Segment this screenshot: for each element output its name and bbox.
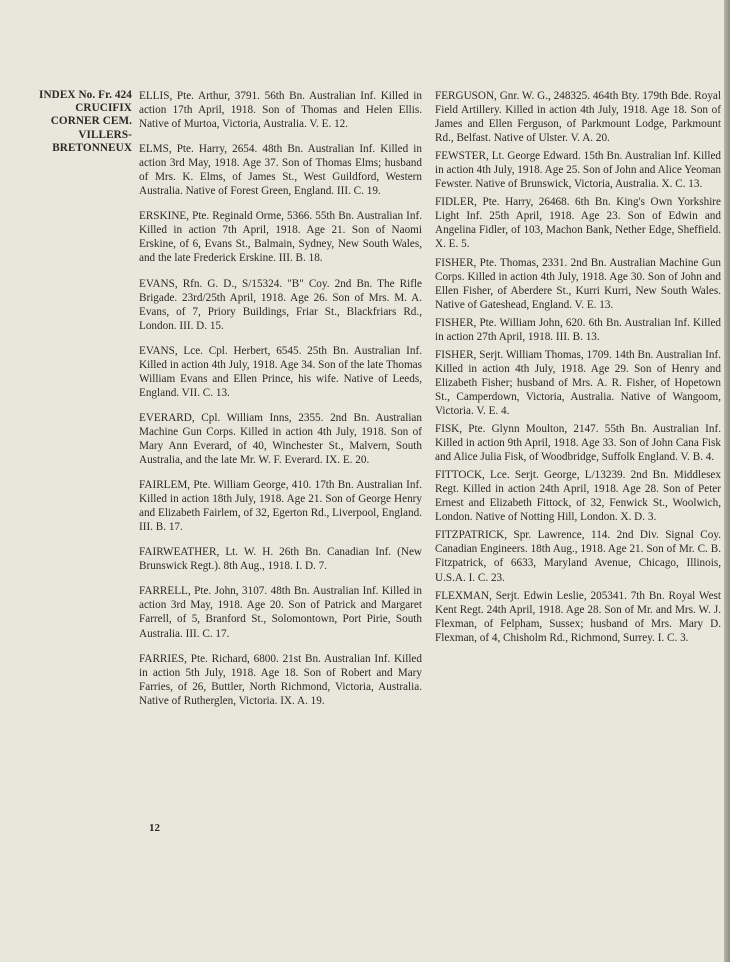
casualty-entry: ELLIS, Pte. Arthur, 3791. 56th Bn. Australian Inf. Killed in action 17th April, 1918. Son of Thomas and Helen Ellis. Native of Murtoa, Victoria, Australia. V. E. 12.	[139, 90, 422, 131]
cemetery-name-line-1: CRUCIFIX	[75, 102, 132, 115]
casualty-entry: FISHER, Pte. Thomas, 2331. 2nd Bn. Australian Machine Gun Corps. Killed in action 4th July, 1918. Age 30. Son of John and Ellen Fisher, of Aberdere St., Kurri Kurri, New South Wales. Native of Gateshead, England. V. E. 13.	[435, 256, 721, 311]
casualty-entry: EVERARD, Cpl. William Inns, 2355. 2nd Bn. Australian Machine Gun Corps. Killed in action 4th July, 1918. Son of Mary Ann Everard, of 40, Winchester St., Malvern, South Australia, and the late Mr. W. F. Everard. IX. E. 20.	[139, 411, 422, 467]
left-column	[139, 89, 422, 719]
casualty-entry: FLEXMAN, Serjt. Edwin Leslie, 205341. 7th Bn. Royal West Kent Regt. 24th April, 1918. Age 28. Son of Mr. and Mrs. W. J. Flexman, of Felpham, Sussex; husband of Mrs. Mary D. Flexman, of 4, Chisholm Rd., Richmond, Surrey. I. C. 3.	[435, 589, 721, 644]
cemetery-location-line-1: VILLERS-	[78, 128, 132, 141]
casualty-entry: FISK, Pte. Glynn Moulton, 2147. 55th Bn. Australian Inf. Killed in action 9th April, 1918. Age 33. Son of John Cana Fisk and Alice Julia Fisk, of Woodbridge, Suffolk England. V. B. 4.	[435, 423, 721, 464]
right-column	[435, 89, 721, 649]
casualty-entry: FARRIES, Pte. Richard, 6800. 21st Bn. Australian Inf. Killed in action 5th July, 1918. Age 18. Son of Robert and Mary Farries, of 26, Buttler, North Richmond, Victoria, Australia. Native of Rutherglen, Victoria. IX. A. 19.	[139, 652, 422, 707]
casualty-entry: FAIRLEM, Pte. William George, 410. 17th Bn. Australian Inf. Killed in action 18th July, 1918. Age 21. Son of George Henry and Elizabeth Fairlem, of 32, Egerton Rd., Liverpool, England. III. B. 17.	[139, 479, 422, 534]
casualty-entry: FIDLER, Pte. Harry, 26468. 6th Bn. King's Own Yorkshire Light Inf. 25th April, 1918. Age 23. Son of Edwin and Angelina Fidler, of 103, Machon Bank, Nether Edge, Sheffield. X. E. 5.	[435, 196, 721, 251]
cemetery-location-line-2: BRETONNEUX	[52, 141, 132, 154]
casualty-entry: FARRELL, Pte. John, 3107. 48th Bn. Australian Inf. Killed in action 3rd May, 1918. Age 20. Son of Patrick and Margaret Farrell, of 5, Branford St., Solomontown, Port Pirie, South Australia. III. C. 17.	[139, 585, 422, 640]
casualty-entry: FISHER, Pte. William John, 620. 6th Bn. Australian Inf. Killed in action 27th April, 1918. III. B. 13.	[435, 316, 721, 343]
index-reference	[8, 89, 132, 155]
casualty-entry: FEWSTER, Lt. George Edward. 15th Bn. Australian Inf. Killed in action 4th July, 1918. Age 25. Son of John and Alice Yeoman Fewster. Native of Brunswick, Victoria, Australia. X. C. 13.	[435, 150, 721, 191]
index-number: INDEX No. Fr. 424	[39, 89, 132, 101]
page-edge-shadow	[724, 0, 730, 962]
casualty-entry: FAIRWEATHER, Lt. W. H. 26th Bn. Canadian Inf. (New Brunswick Regt.). 8th Aug., 1918. I. D. 7.	[139, 546, 422, 573]
casualty-entry: FITZPATRICK, Spr. Lawrence, 114. 2nd Div. Signal Coy. Canadian Engineers. 18th Aug., 1918. Age 21. Son of Mr. C. B. Fitzpatrick, of 6633, Maryland Avenue, Chicago, Illinois, U.S.A. I. C. 23.	[435, 529, 721, 584]
casualty-entry: FERGUSON, Gnr. W. G., 248325. 464th Bty. 179th Bde. Royal Field Artillery. Killed in action 4th July, 1918. Age 18. Son of James and Ellen Ferguson, of Parkmount Lodge, Parkmount Rd., Belfast. Native of Ulster. V. A. 20.	[435, 90, 721, 145]
casualty-entry: ERSKINE, Pte. Reginald Orme, 5366. 55th Bn. Australian Inf. Killed in action 7th April, 1918. Age 21. Son of Naomi Erskine, of 6, Evans St., Balmain, Sydney, New South Wales, and the late Frederick Erskine. III. B. 18.	[139, 210, 422, 265]
casualty-entry: ELMS, Pte. Harry, 2654. 48th Bn. Australian Inf. Killed in action 3rd May, 1918. Age 37. Son of Thomas Elms; husband of Mrs. K. Elms, of James St., West Guildford, Western Australia. Native of Forest Green, England. III. C. 19.	[139, 143, 422, 198]
cemetery-name-line-2: CORNER CEM.	[50, 115, 132, 128]
casualty-entry: FITTOCK, Lce. Serjt. George, L/13239. 2nd Bn. Middlesex Regt. Killed in action 24th April, 1918. Age 28. Son of Peter Ernest and Elizabeth Fittock, of 32, Fenwick St., Woolwich, London. Native of Notting Hill, London. X. D. 3.	[435, 469, 721, 524]
casualty-entry: FISHER, Serjt. William Thomas, 1709. 14th Bn. Australian Inf. Killed in action 4th July, 1918. Age 29. Son of Henry and Elizabeth Fisher; husband of Mrs. A. R. Fisher, of Hopetown St., Camperdown, Victoria, Australia. Native of Wangoom, Victoria. V. E. 4.	[435, 348, 721, 417]
page-number: 12	[149, 822, 160, 834]
casualty-entry: EVANS, Rfn. G. D., S/15324. "B" Coy. 2nd Bn. The Rifle Brigade. 23rd/25th April, 1918. Age 26. Son of Mrs. M. A. Evans, of 7, Priory Buildings, Friar St., Blackfriars Rd., London. III. D. 15.	[139, 277, 422, 332]
casualty-entry: EVANS, Lce. Cpl. Herbert, 6545. 25th Bn. Australian Inf. Killed in action 4th July, 1918. Age 34. Son of the late Thomas William Evans and Ellen Prince, his wife. Native of Leeds, England. VII. C. 13.	[139, 344, 422, 399]
